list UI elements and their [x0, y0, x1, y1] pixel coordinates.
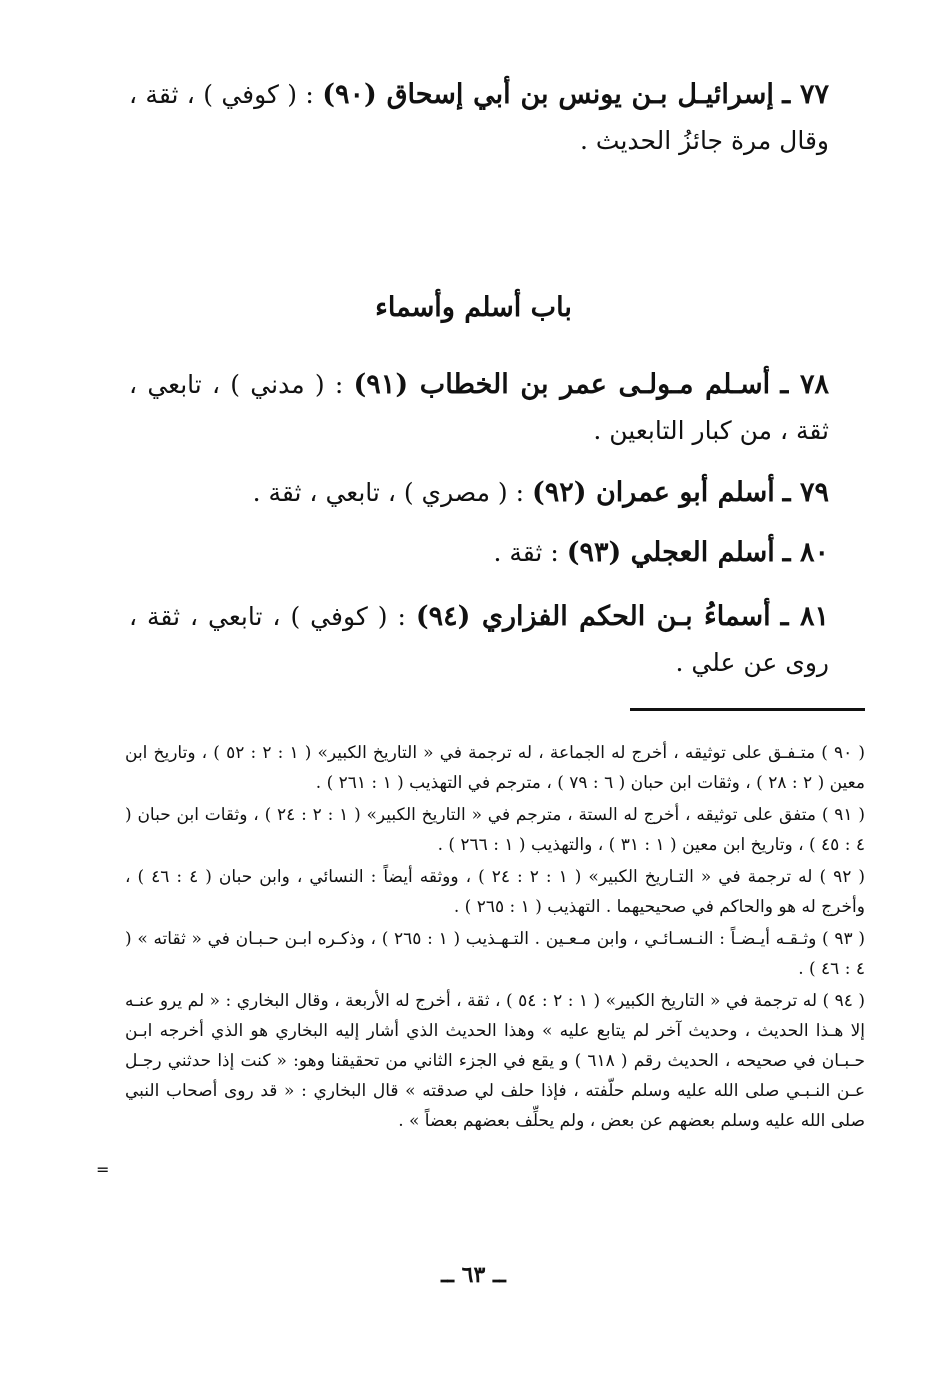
narrator-name: أسلم أبو عمران (٩٢): [532, 477, 775, 508]
entry-number: ٨١ ـ: [780, 601, 829, 632]
entry-77: [129, 72, 829, 164]
entry-text: : ( مصري ) ، تابعي ، ثقة .: [252, 478, 532, 507]
entry-78: [129, 362, 829, 454]
entry-text: : ( كوفي ) ، تابعي ، ثقة ، روى عن علي .: [129, 602, 829, 677]
footnote-94: ( ٩٤ ) له ترجمة في « التاريخ الكبير» ( ١ : ٢ : ٥٤ ) ، ثقة ، أخرج له الأربعة ، وقال البخاري : « لم يرو عنـه إلا هـذا الحديث ، وحديث آخر لم يتابع عليه » وهذا الحديث الذي أشار إليه البخاري هو الذي أخرجه ابـن حـبـان في صحيحه ، الحديث رقم ( ٦١٨ ) و يقع في الجزء الثاني من تحقيقنا وهو: « كنت إذا حدثني رجـل عـن النـبـي صلى الله عليه وسلم حلّفته ، فإذا حلف لي صدقته » قال البخاري : « قد روى أصحاب النبي صلى الله عليه وسلم بعضهم عن بعض ، ولم يحلِّف بعضهم بعضاً » .: [125, 991, 865, 1131]
narrator-name: إسرائيـل بـن يونس بن أبي إسحاق (٩٠): [322, 79, 774, 110]
entry-number: ٧٧ ـ: [782, 79, 829, 110]
entry-number: ٨٠ ـ: [782, 537, 829, 568]
entry-number: ٧٩ ـ: [782, 477, 829, 508]
footnote-92: ( ٩٢ ) له ترجمة في « التـاريخ الكبير» ( ١ : ٢ : ٢٤ ) ، ووثقه أيضاً : النسائي ، وابن حبان ( ٤ : ٤٦ ) ، وأخرج له هو والحاكم في صحيحيهما . التهذيب ( ١ : ٢٦٥ ) .: [125, 867, 865, 917]
entry-number: ٧٨ ـ: [780, 369, 829, 400]
entry-text: : ( مدني ) ، تابعي ، ثقة ، من كبار التابعين .: [129, 370, 829, 445]
footnote-91: ( ٩١ ) متفق على توثيقه ، أخرج له الستة ، مترجم في « التاريخ الكبير» ( ١ : ٢ : ٢٤ ) ، وثقات ابن حبان ( ٤ : ٤٥ ) ، وتاريخ ابن معين ( ١ : ٣١ ) ، والتهذيب ( ١ : ٢٦٦ ) .: [125, 805, 865, 855]
page-number: ــ ٦٣ ــ: [441, 1262, 506, 1288]
entry-79: [129, 470, 829, 516]
footnote-90: ( ٩٠ ) متـفـق على توثيقه ، أخرج له الجماعة ، له ترجمة في « التاريخ الكبير» ( ١ : ٢ : ٥٢ ) ، وتاريخ ابن معين ( ٢ : ٢٨ ) ، وثقات ابن حبان ( ٦ : ٧٩ ) ، مترجم في التهذيب ( ١ : ٢٦١ ) .: [125, 743, 865, 793]
footnote-separator: [630, 708, 865, 711]
entry-80: [129, 530, 829, 576]
narrator-name: أسماءُ بـن الحكم الفزاري (٩٤): [415, 601, 771, 632]
narrator-name: أسلم العجلي (٩٣): [566, 537, 775, 568]
entry-text: : ( كوفي ) ، ثقة ، وقال مرة جائزُ الحديث .: [129, 80, 829, 155]
chapter-title: باب أسلم وأسماء: [375, 292, 572, 323]
narrator-name: أسـلم مـولـى عمر بن الخطاب (٩١): [353, 369, 771, 400]
footnote-93: ( ٩٣ ) وثـقـه أيـضـاً : النـسـائـي ، وابن مـعـين . التـهـذيب ( ١ : ٢٦٥ ) ، وذكـره ابـن حـبـان في « ثقاته » ( ٤ : ٤٦ ) .: [125, 929, 865, 979]
continuation-mark: =: [96, 1160, 110, 1179]
entry-81: [129, 594, 829, 686]
footnotes: [125, 738, 865, 1138]
entry-text: : ثقة .: [493, 538, 567, 567]
